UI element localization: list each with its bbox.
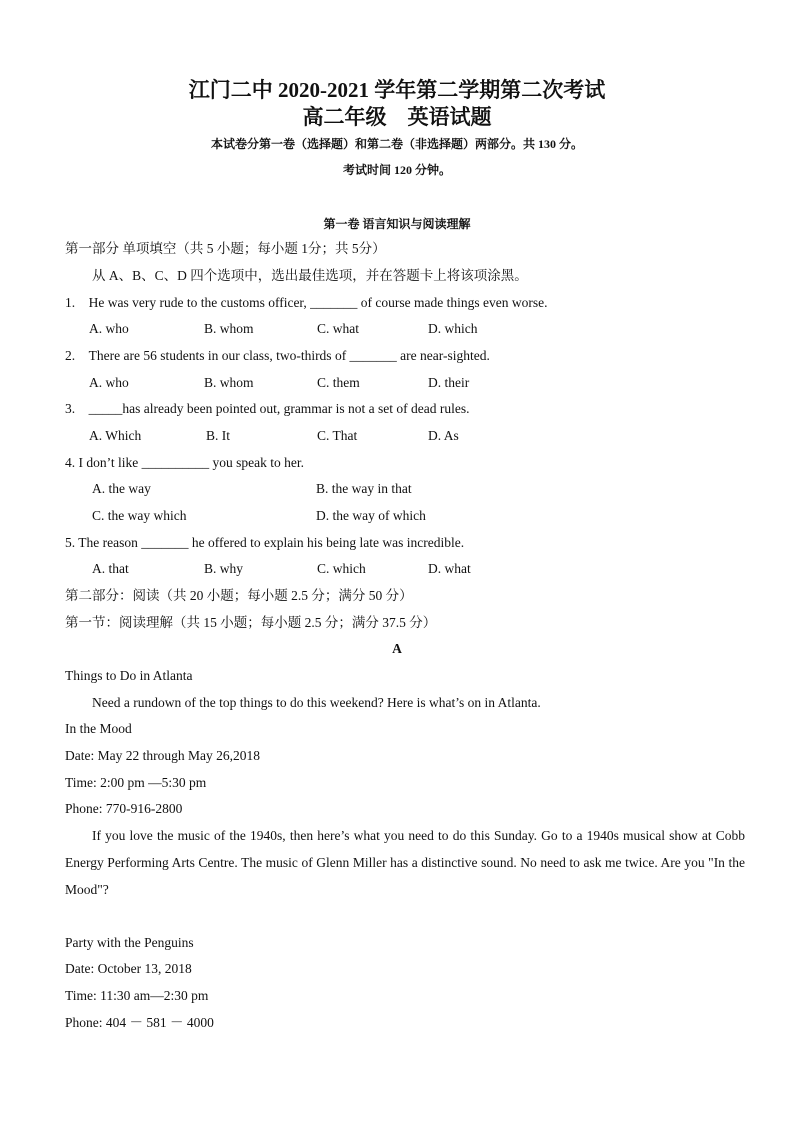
passage-letter: A [392,641,402,656]
event1-description-text: If you love the music of the 1940s, then here’s what you need to do this Sunday. Go to a 1940s musical show at Cobb Energy Performing Arts Centre. The music of Glenn Miller has a distinctive sound. No need to ask me twice. Are you "In the Mood"? [65,828,745,897]
q2-option-d: D. their [428,375,470,390]
exam-note-structure: 本试卷分第一卷（选择题）和第二卷（非选择题）两部分。共 130 分。 [210,137,583,151]
event1-phone: Phone: 770-916-2800 [65,801,183,816]
section-heading: 第一卷 语言知识与阅读理解 [323,217,471,231]
q1-option-b: B. whom [204,321,254,336]
q2-option-a: A. who [89,375,129,390]
passage-title: Things to Do in Atlanta [65,668,193,683]
event1-time: Time: 2:00 pm —5:30 pm [65,775,207,790]
q1-option-c: C. what [317,321,359,336]
event2-date: Date: October 13, 2018 [65,961,192,976]
event2-phone: Phone: 404 － 581 － 4000 [65,1015,214,1030]
part1-heading: 第一部分 单项填空（共 5 小题；每小题 1分；共 5分） [65,241,386,256]
question-5-stem: 5. The reason _______ he offered to explain his being late was incredible. [65,535,465,550]
event2-time: Time: 11:30 am—2:30 pm [65,988,209,1003]
q2-option-b: B. whom [204,375,254,390]
question-2-stem: 2. There are 56 students in our class, two-thirds of _______ are near-sighted. [65,348,490,363]
q3-option-b: B. It [206,428,231,443]
q3-option-c: C. That [317,428,358,443]
q3-option-d: D. As [428,428,459,443]
passage-intro: Need a rundown of the top things to do this weekend? Here is what’s on in Atlanta. [92,695,541,710]
part1-instruction: 从 A、B、C、D 四个选项中，选出最佳选项，并在答题卡上将该项涂黑。 [92,268,528,283]
q2-option-c: C. them [317,375,360,390]
question-3-stem: 3. _____has already been pointed out, grammar is not a set of dead rules. [65,401,470,416]
question-1-stem: 1. He was very rude to the customs officer, _______ of course made things even worse. [65,295,548,310]
q4-option-a: A. the way [92,481,151,496]
exam-note-time: 考试时间 120 分钟。 [342,163,451,177]
q5-option-d: D. what [428,561,471,576]
event1-description [65,822,745,903]
q1-option-a: A. who [89,321,129,336]
q3-option-a: A. Which [89,428,142,443]
q5-option-b: B. why [204,561,244,576]
exam-title: 江门二中 2020-2021 学年第二学期第二次考试 [188,78,606,102]
part2-heading: 第二部分：阅读（共 20 小题；每小题 2.5 分；满分 50 分） [65,588,413,603]
event2-name: Party with the Penguins [65,935,194,950]
q1-option-d: D. which [428,321,478,336]
part2-subheading: 第一节：阅读理解（共 15 小题；每小题 2.5 分；满分 37.5 分） [65,615,437,630]
q5-option-a: A. that [92,561,129,576]
q4-option-d: D. the way of which [316,508,426,523]
event1-name: In the Mood [65,721,132,736]
exam-subtitle: 高二年级 英语试题 [302,105,492,129]
q5-option-c: C. which [317,561,366,576]
event1-date: Date: May 22 through May 26,2018 [65,748,260,763]
question-4-stem: 4. I don’t like __________ you speak to her. [65,455,304,470]
q4-option-c: C. the way which [92,508,187,523]
q4-option-b: B. the way in that [316,481,412,496]
